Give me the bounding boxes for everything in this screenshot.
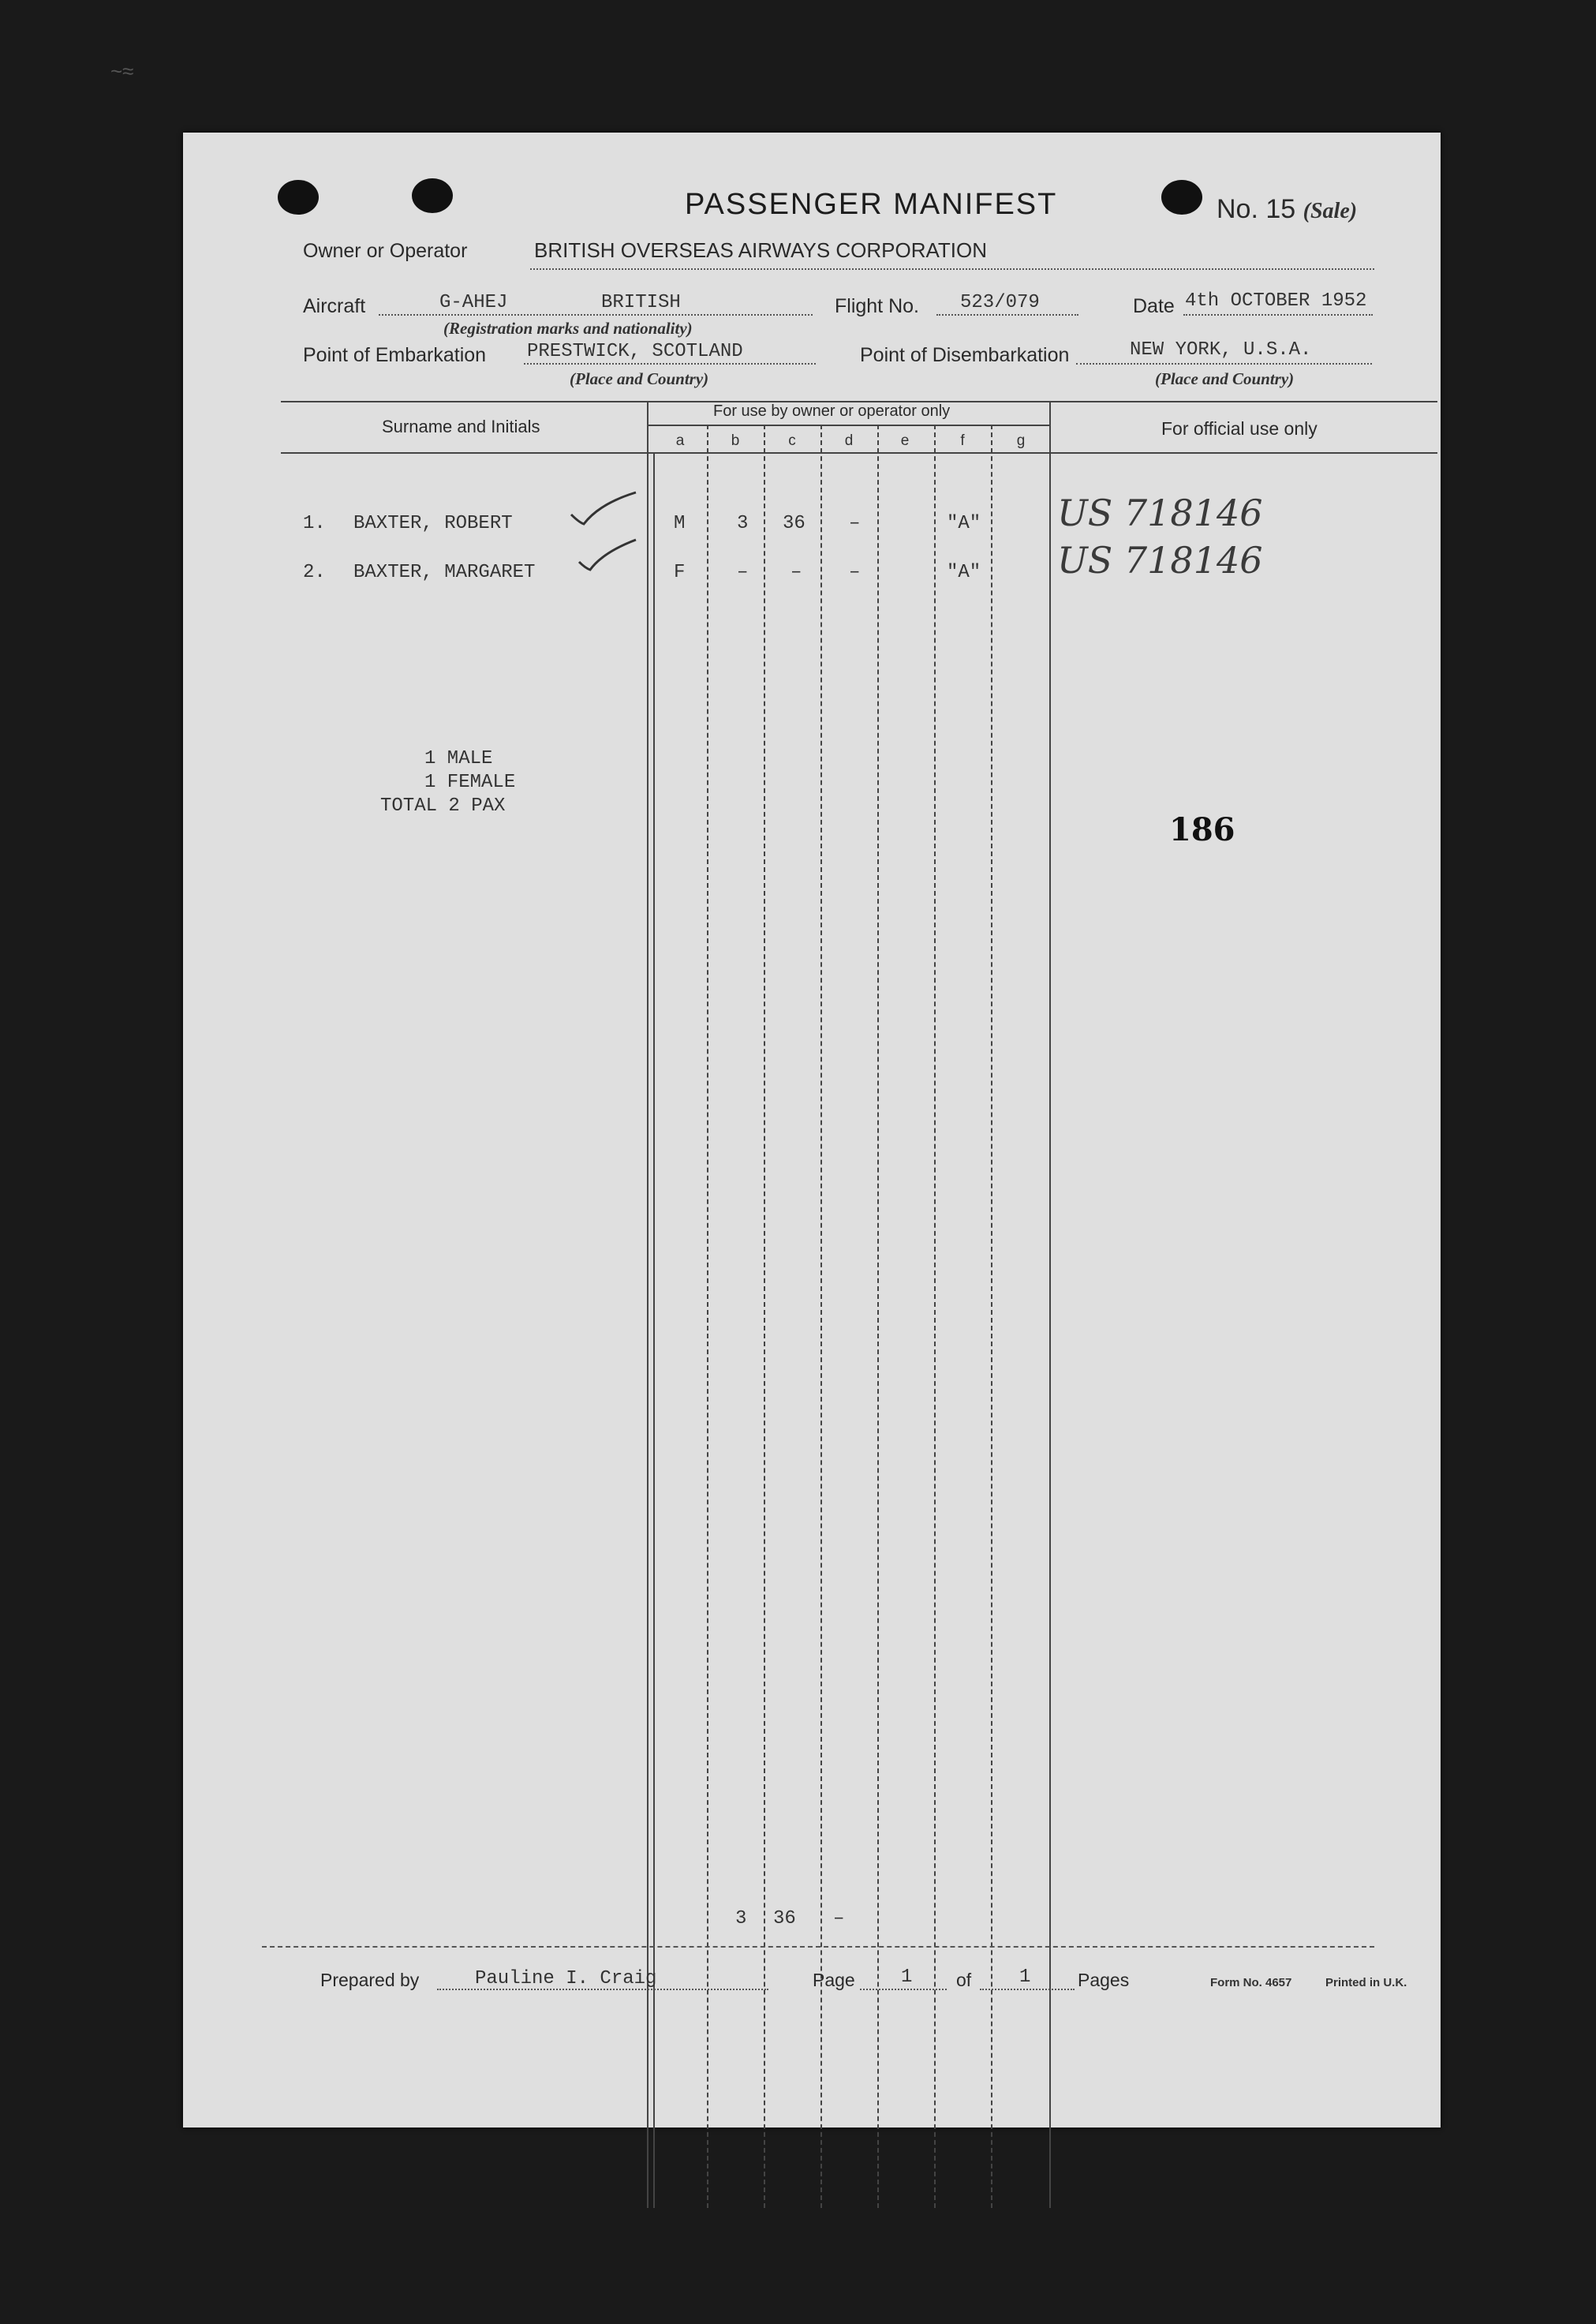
checkmark-icon: [576, 535, 639, 578]
flight-dotline: [936, 314, 1078, 316]
cell-a: M: [674, 513, 686, 534]
disembarkation-label: Point of Disembarkation: [860, 344, 1070, 366]
column-letter-b: b: [731, 432, 740, 449]
form-number: Form No. 4657: [1210, 1976, 1292, 1989]
manifest-number-label: No. 15: [1217, 194, 1296, 224]
column-divider: [991, 425, 992, 2208]
total-b: 3: [735, 1908, 747, 1929]
total-c: 36: [773, 1908, 796, 1929]
of-value: 1: [1019, 1967, 1031, 1988]
table-header-rule: [281, 452, 1437, 454]
passenger-name: BAXTER, MARGARET: [353, 562, 536, 583]
column-divider: [1049, 401, 1051, 2208]
operator-use-header: For use by owner or operator only: [713, 402, 951, 420]
embarkation-label: Point of Embarkation: [303, 344, 487, 366]
of-dotline: [980, 1989, 1075, 1990]
summary-total: TOTAL 2 PAX: [380, 795, 506, 817]
column-letter-f: f: [960, 432, 965, 449]
prepared-dotline: [437, 1989, 768, 1990]
aircraft-label: Aircraft: [303, 295, 366, 317]
printed-in: Printed in U.K.: [1325, 1976, 1407, 1989]
cell-f: "A": [947, 562, 981, 583]
operator-value: BRITISH OVERSEAS AIRWAYS CORPORATION: [534, 238, 988, 262]
page-value: 1: [901, 1967, 913, 1988]
cell-d: –: [849, 562, 861, 583]
page-title: PASSENGER MANIFEST: [685, 188, 1058, 221]
column-divider: [653, 452, 655, 2208]
date-value: 4th OCTOBER 1952: [1185, 290, 1367, 312]
operator-label: Owner or Operator: [303, 240, 468, 262]
footer-rule: [262, 1946, 1374, 1948]
total-d: –: [833, 1908, 845, 1929]
column-letter-d: d: [844, 432, 854, 449]
pages-label: Pages: [1078, 1970, 1130, 1990]
embarkation-dotline: [524, 363, 816, 365]
column-letter-g: g: [1016, 432, 1026, 449]
manifest-number: [1217, 194, 1357, 225]
checkmark-icon: [568, 488, 639, 531]
summary-female: 1 FEMALE: [424, 772, 516, 793]
page-label: Page: [813, 1970, 855, 1990]
cell-f: "A": [947, 513, 981, 534]
column-divider: [707, 425, 708, 2208]
cell-a: F: [674, 562, 686, 583]
column-divider: [647, 401, 648, 2208]
of-label: of: [956, 1970, 972, 1990]
aircraft-dotline: [379, 314, 813, 316]
official-use-header: For official use only: [1161, 418, 1318, 439]
cell-d: –: [849, 513, 861, 534]
disembarkation-caption: (Place and Country): [1155, 369, 1295, 388]
aircraft-nationality: BRITISH: [601, 292, 681, 313]
manifest-number-suffix: (Sale): [1303, 199, 1358, 223]
manifest-page: [183, 133, 1441, 2128]
surname-header: Surname and Initials: [382, 417, 540, 436]
operator-dotline: [530, 268, 1374, 270]
disembarkation-value: NEW YORK, U.S.A.: [1130, 339, 1312, 361]
official-entry: US 718146: [1057, 492, 1263, 534]
cell-c: 36: [783, 513, 805, 534]
column-letter-a: a: [675, 432, 685, 449]
page-dotline: [860, 1989, 947, 1990]
scan-edge-mark: ~≈: [110, 59, 134, 83]
flight-label: Flight No.: [835, 295, 919, 317]
embarkation-caption: (Place and Country): [570, 369, 709, 388]
punch-hole-left: [278, 180, 319, 215]
column-divider: [764, 425, 765, 2208]
punch-hole-middle: [412, 178, 453, 213]
row-number: 2.: [303, 562, 326, 583]
aircraft-caption: (Registration marks and nationality): [443, 319, 693, 338]
row-number: 1.: [303, 513, 326, 534]
summary-male: 1 MALE: [424, 748, 493, 769]
date-label: Date: [1133, 295, 1175, 317]
column-letter-e: e: [900, 432, 910, 449]
aircraft-registration: G-AHEJ: [439, 292, 508, 313]
official-entry: US 718146: [1057, 539, 1263, 582]
embarkation-value: PRESTWICK, SCOTLAND: [527, 341, 743, 362]
page-stamp-number: 186: [1169, 811, 1235, 848]
column-divider: [934, 425, 936, 2208]
date-dotline: [1183, 314, 1373, 316]
disembarkation-dotline: [1076, 363, 1372, 365]
passenger-name: BAXTER, ROBERT: [353, 513, 513, 534]
prepared-value: Pauline I. Craig: [475, 1968, 657, 1989]
punch-hole-right: [1161, 180, 1202, 215]
cell-b: 3: [737, 513, 749, 534]
flight-value: 523/079: [960, 292, 1040, 313]
column-divider: [820, 425, 822, 2208]
column-letter-c: c: [788, 432, 796, 449]
cell-c: –: [791, 562, 802, 583]
column-divider: [877, 425, 879, 2208]
cell-b: –: [737, 562, 749, 583]
prepared-label: Prepared by: [320, 1970, 420, 1990]
